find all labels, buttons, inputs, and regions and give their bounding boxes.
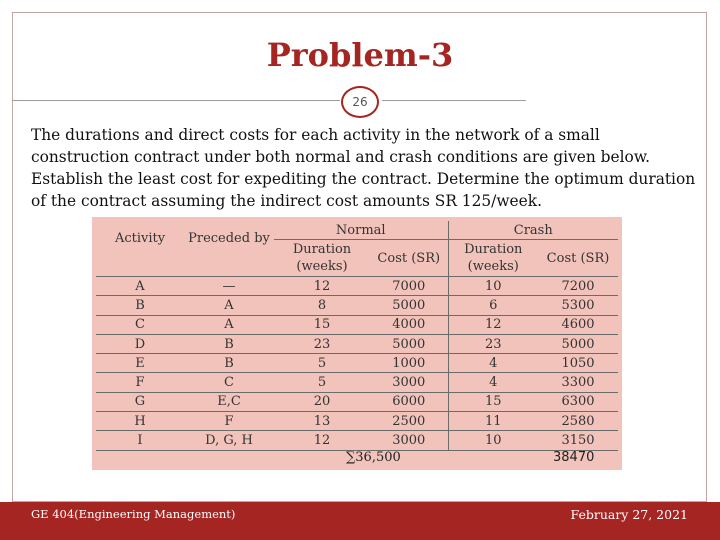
table-cell: 2580: [538, 412, 618, 431]
table-cell: 20: [274, 392, 370, 411]
table-cell: B: [184, 334, 274, 353]
slide-title: Problem-3: [266, 36, 454, 74]
table-row: [96, 373, 618, 392]
table-row: [96, 334, 618, 353]
table-row: [96, 431, 618, 450]
problem-statement: The durations and direct costs for each activity in the network of a small construction contract under both normal and crash conditions are given below. Establish the least cost for expediting the contract. Determine the optimum duration of the contract assuming the indirect cost amounts SR 125/week.: [31, 126, 696, 210]
table-cell: 10: [448, 431, 538, 450]
table-cell: 12: [274, 277, 370, 296]
total-normal-cost: ∑36,500: [346, 450, 401, 465]
footer-course: GE 404(Engineering Management): [31, 507, 236, 521]
table-cell: 4: [448, 373, 538, 392]
table-cell: 7000: [370, 277, 448, 296]
table-cell: E,C: [184, 392, 274, 411]
table-cell: 3300: [538, 373, 618, 392]
table-cell: 7200: [538, 277, 618, 296]
table-cell: 2500: [370, 412, 448, 431]
table-cell: 5000: [370, 334, 448, 353]
table-cell: 5000: [538, 334, 618, 353]
table-cell: B: [96, 296, 184, 315]
table-cell: 10: [448, 277, 538, 296]
table-cell: E: [96, 354, 184, 373]
activity-table-image: [92, 217, 622, 470]
table-cell: 3000: [370, 431, 448, 450]
table-cell: 15: [448, 392, 538, 411]
table-cell: H: [96, 412, 184, 431]
table-cell: 3150: [538, 431, 618, 450]
table-cell: 4600: [538, 315, 618, 334]
table-cell: C: [184, 373, 274, 392]
table-cell: F: [96, 373, 184, 392]
activity-table: [96, 221, 618, 451]
table-cell: 5: [274, 373, 370, 392]
table-row: [96, 412, 618, 431]
table-row: [96, 392, 618, 411]
table-cell: 12: [274, 431, 370, 450]
table-cell: 5300: [538, 296, 618, 315]
table-cell: 4000: [370, 315, 448, 334]
table-cell: 11: [448, 412, 538, 431]
table-cell: 5000: [370, 296, 448, 315]
header-crash-duration: Duration (weeks): [448, 240, 538, 277]
table-cell: D, G, H: [184, 431, 274, 450]
table-cell: 5: [274, 354, 370, 373]
table-cell: 15: [274, 315, 370, 334]
table-cell: —: [184, 277, 274, 296]
table-cell: 12: [448, 315, 538, 334]
table-cell: 1050: [538, 354, 618, 373]
table-row: [96, 277, 618, 296]
page-number-badge: 26: [341, 86, 379, 118]
table-cell: 6000: [370, 392, 448, 411]
header-normal-group: Normal: [274, 221, 448, 240]
table-cell: D: [96, 334, 184, 353]
table-cell: 6: [448, 296, 538, 315]
table-cell: 3000: [370, 373, 448, 392]
table-cell: 8: [274, 296, 370, 315]
header-normal-duration: Duration (weeks): [274, 240, 370, 277]
table-cell: 13: [274, 412, 370, 431]
table-cell: A: [184, 315, 274, 334]
table-cell: A: [184, 296, 274, 315]
header-crash-cost: Cost (SR): [538, 240, 618, 277]
table-cell: B: [184, 354, 274, 373]
total-crash-cost: 38470: [553, 450, 595, 465]
table-cell: A: [96, 277, 184, 296]
table-cell: I: [96, 431, 184, 450]
table-cell: C: [96, 315, 184, 334]
header-crash-group: Crash: [448, 221, 618, 240]
header-normal-cost: Cost (SR): [370, 240, 448, 277]
table-cell: 6300: [538, 392, 618, 411]
footer-date: February 27, 2021: [570, 507, 688, 522]
table-cell: 4: [448, 354, 538, 373]
title-divider-right: [382, 100, 526, 101]
table-cell: 23: [448, 334, 538, 353]
header-preceded-by: Preceded by: [184, 221, 274, 277]
table-row: [96, 315, 618, 334]
table-cell: F: [184, 412, 274, 431]
title-divider-left: [12, 100, 340, 101]
table-row: [96, 296, 618, 315]
header-activity: Activity: [96, 221, 184, 277]
table-row: [96, 354, 618, 373]
table-cell: G: [96, 392, 184, 411]
table-cell: 1000: [370, 354, 448, 373]
table-cell: 23: [274, 334, 370, 353]
